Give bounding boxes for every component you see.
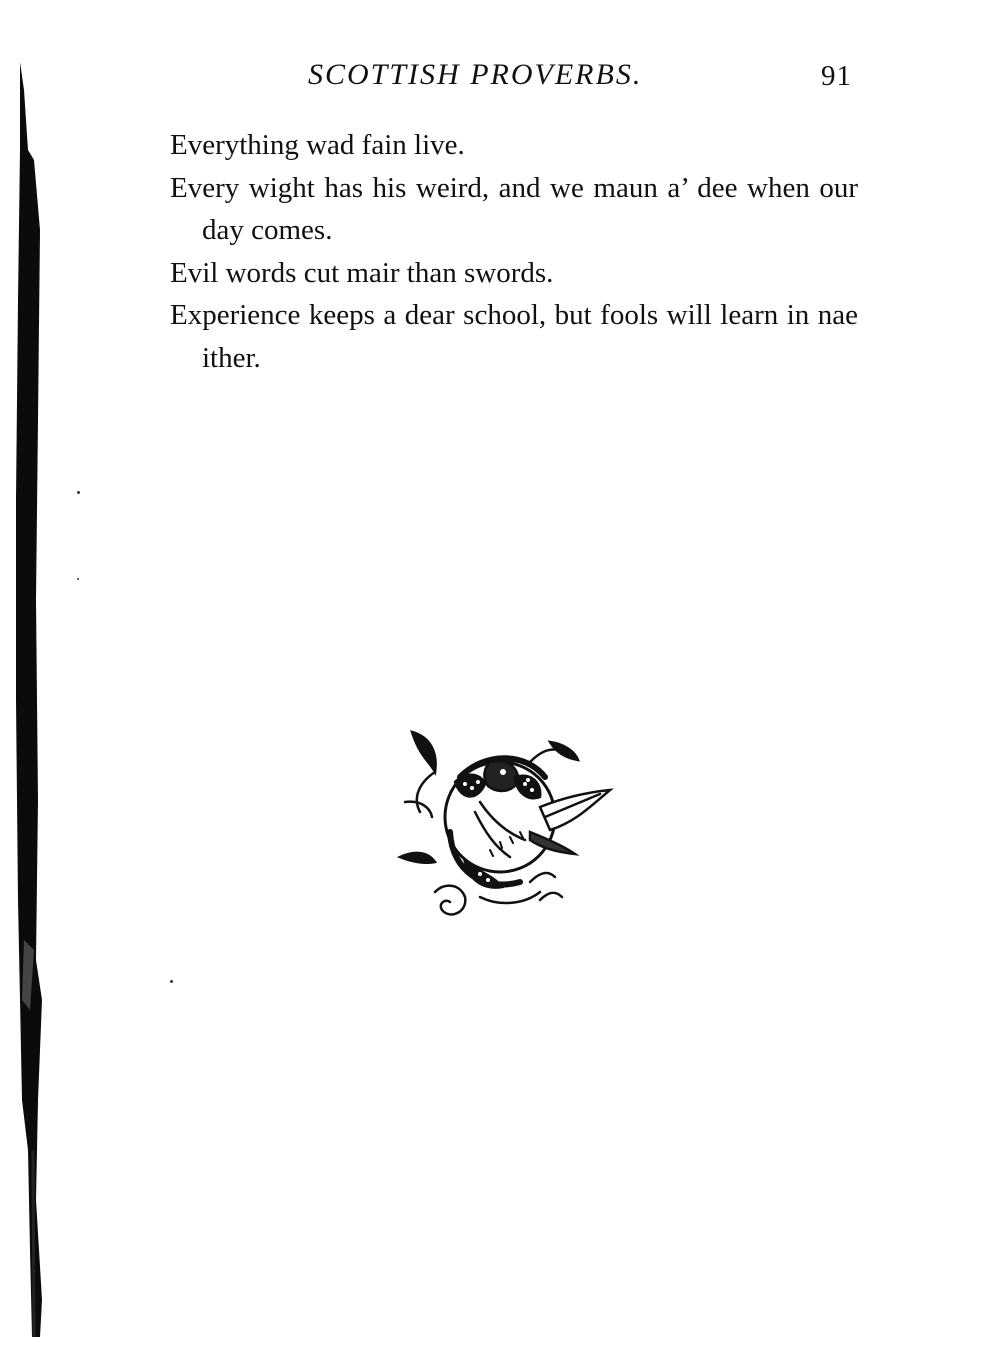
scan-speck <box>77 491 80 494</box>
scan-speck <box>77 578 79 580</box>
proverb-entry: Evil words cut mair than swords. <box>170 256 554 289</box>
dragon-tailpiece-icon <box>390 722 615 927</box>
page-number: 91 <box>821 60 852 92</box>
scan-speck <box>170 980 173 983</box>
proverb-list <box>170 124 858 379</box>
running-head <box>170 58 860 98</box>
running-title: SCOTTISH PROVERBS. <box>308 58 643 91</box>
binding-edge <box>0 0 60 1347</box>
proverb-entry: Every wight has his weird, and we maun a’ dee when our day comes. <box>170 171 858 246</box>
proverb-entry: Everything wad fain live. <box>170 129 465 161</box>
proverb-entry: Experience keeps a dear school, but fools will learn in nae ither. <box>170 299 858 374</box>
